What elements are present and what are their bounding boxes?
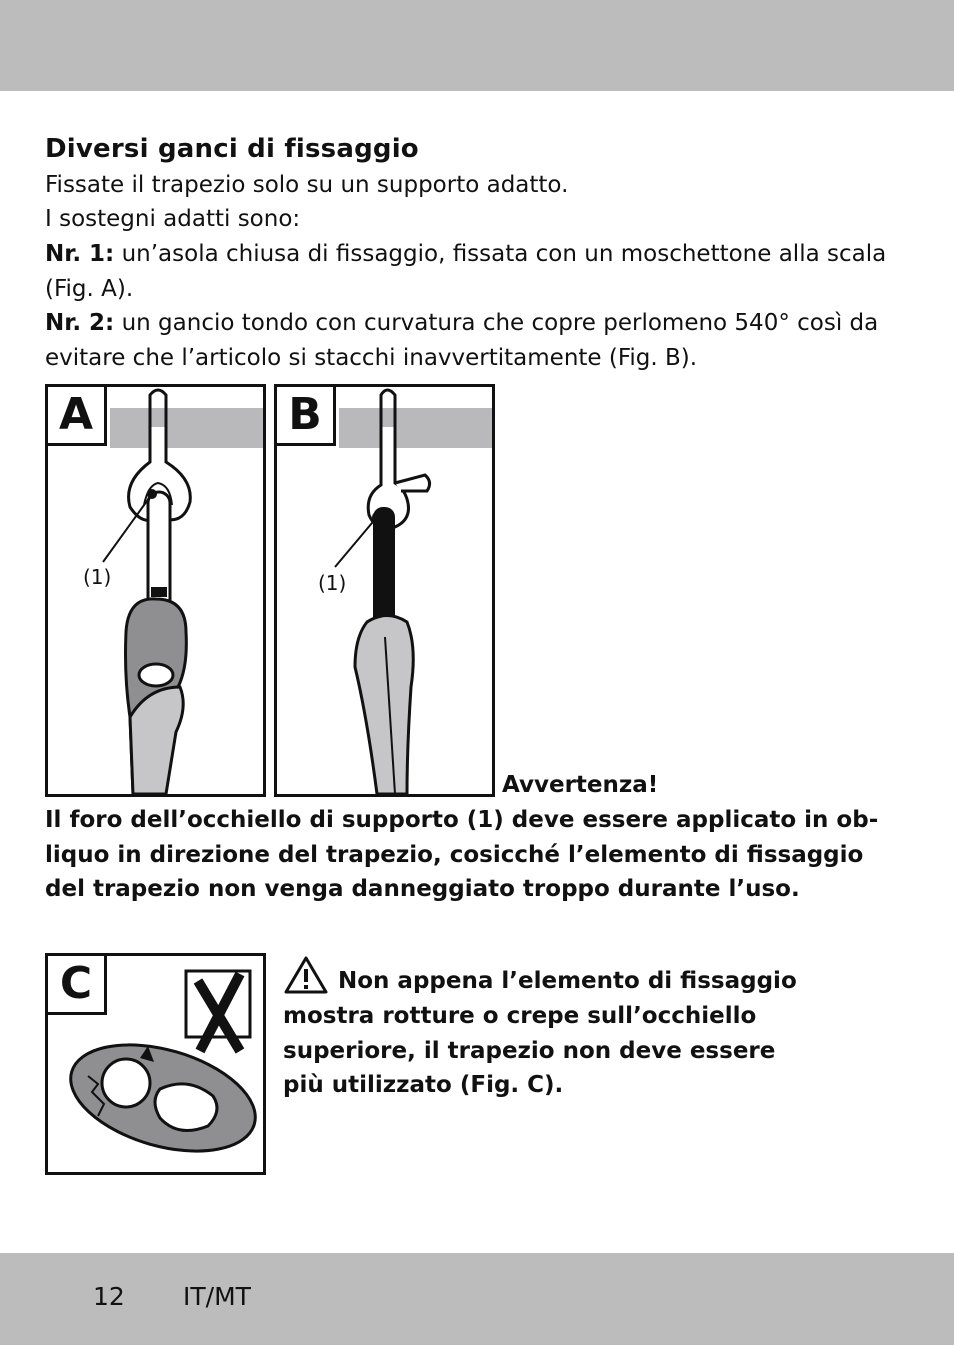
figure-b bbox=[274, 384, 495, 797]
language-code: IT/MT bbox=[183, 1282, 251, 1311]
nr1-text: un’asola chiusa di fissaggio, fissata con un moschettone alla scala bbox=[114, 241, 887, 267]
figure-a-label: A bbox=[45, 384, 107, 446]
figure-c-label: C bbox=[45, 953, 107, 1015]
caution-line-4: più utilizzato (Fig. C). bbox=[283, 1072, 564, 1098]
intro-nr2 bbox=[45, 310, 878, 336]
warning-line-3: del trapezio non venga danneggiato troppo durante l’uso. bbox=[45, 876, 800, 902]
warning-triangle-icon bbox=[283, 955, 329, 995]
warning-title: Avvertenza! bbox=[502, 772, 659, 798]
nr1-label: Nr. 1: bbox=[45, 241, 115, 267]
intro-nr1 bbox=[45, 241, 886, 267]
carabiner-illustration bbox=[48, 387, 263, 794]
figure-b-callout: (1) bbox=[318, 571, 347, 595]
ladder-bar bbox=[110, 408, 263, 448]
intro-line-2: I sostegni adatti sono: bbox=[45, 206, 301, 232]
nr2-label: Nr. 2: bbox=[45, 310, 115, 336]
figure-b-label: B bbox=[274, 384, 336, 446]
page-number: 12 bbox=[93, 1282, 125, 1311]
cross-mark-icon bbox=[186, 971, 250, 1051]
figure-c bbox=[45, 953, 266, 1175]
section-heading: Diversi ganci di fissaggio bbox=[45, 134, 419, 164]
round-hook-illustration bbox=[277, 387, 492, 794]
header-band bbox=[0, 0, 954, 91]
ladder-bar bbox=[339, 408, 492, 448]
warning-line-2: liquo in direzione del trapezio, cosicché l’elemento di fissaggio bbox=[45, 842, 864, 868]
intro-nr2-cont: evitare che l’articolo si stacchi inavvertitamente (Fig. B). bbox=[45, 345, 698, 371]
figure-a bbox=[45, 384, 266, 797]
warning-line-1: Il foro dell’occhiello di supporto (1) deve essere applicato in ob- bbox=[45, 807, 879, 833]
footer-band bbox=[0, 1253, 954, 1345]
nr2-text: un gancio tondo con curvatura che copre perlomeno 540° così da bbox=[114, 310, 879, 336]
caution-line-1: Non appena l’elemento di fissaggio bbox=[338, 968, 797, 994]
intro-line-1: Fissate il trapezio solo su un supporto adatto. bbox=[45, 172, 569, 198]
caution-line-3: superiore, il trapezio non deve essere bbox=[283, 1038, 776, 1064]
intro-nr1-cont: (Fig. A). bbox=[45, 276, 134, 302]
figure-a-callout: (1) bbox=[83, 565, 112, 589]
caution-line-2: mostra rotture o crepe sull’occhiello bbox=[283, 1003, 757, 1029]
